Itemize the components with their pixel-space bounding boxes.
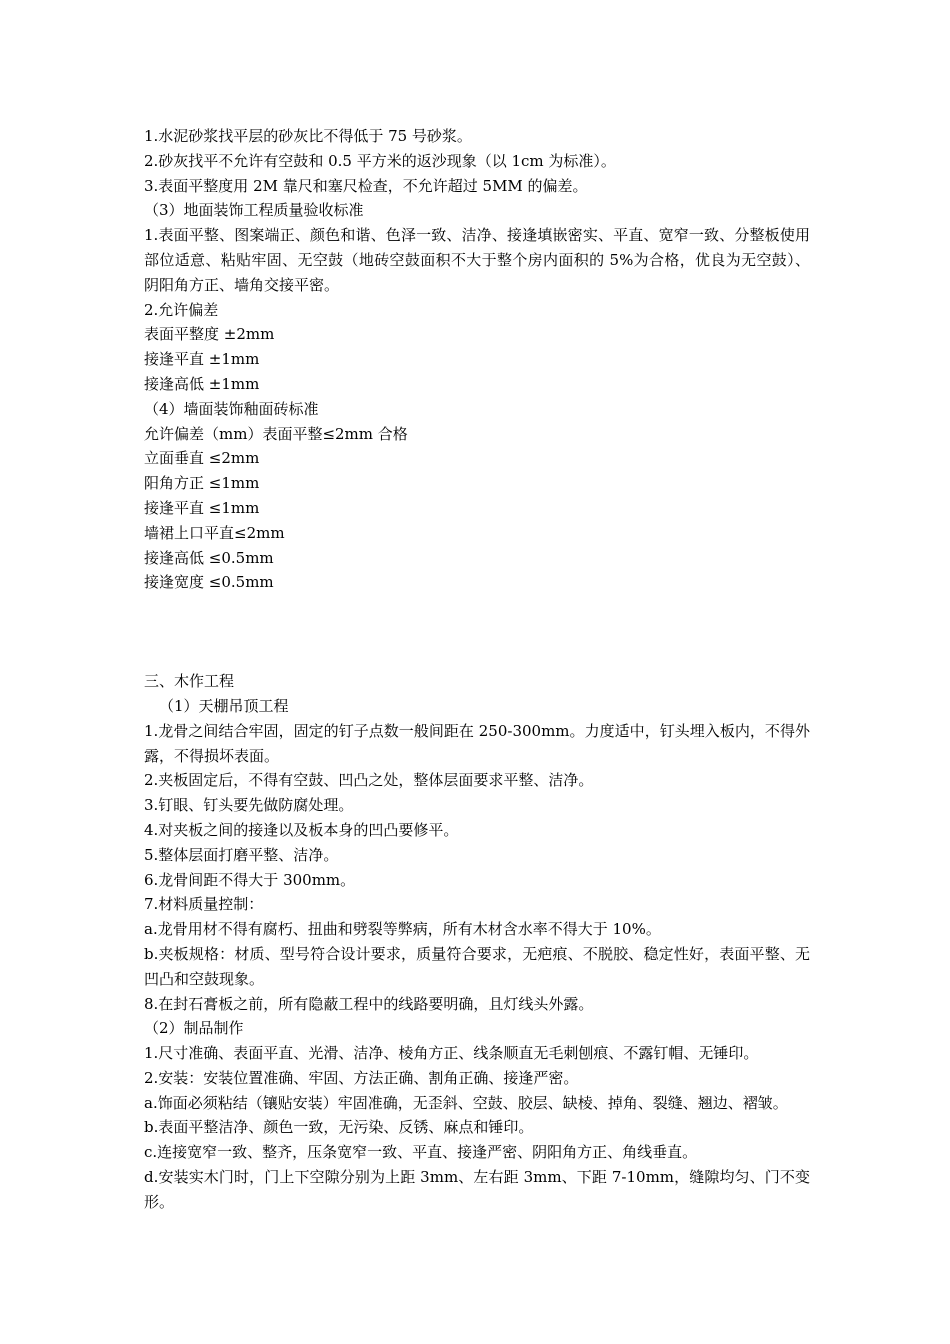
wall-tile-line-2: 立面垂直 ≤2mm: [144, 449, 260, 468]
products-item-2d: d.安装实木门时，门上下空隙分别为上距 3mm、左右距 3mm、下距 7-10mm，缝隙均匀、门不变形。: [144, 1168, 810, 1211]
wall-tile-heading: （4）墙面装饰釉面砖标准: [144, 399, 319, 418]
ceiling-item-3: 3.钉眼、钉头要先做防腐处理。: [144, 796, 354, 815]
wall-tile-line-3: 阳角方正 ≤1mm: [144, 474, 260, 493]
wall-tile-line-6: 接逢高低 ≤0.5mm: [144, 548, 274, 567]
products-item-2: 2.安装：安装位置准确、牢固、方法正确、割角正确、接逢严密。: [144, 1068, 579, 1087]
floor-tolerance-2: 接逢平直 ±1mm: [144, 350, 260, 369]
products-heading: （2）制品制作: [144, 1019, 244, 1038]
document-page: [144, 124, 810, 1215]
products-item-2c: c.连接宽窄一致、整齐，压条宽窄一致、平直、接逢严密、阴阳角方正、角线垂直。: [144, 1143, 698, 1162]
floor-standard-item-2: 2.允许偏差: [144, 300, 219, 319]
products-item-2a: a.饰面必须粘结（镶贴安装）牢固准确，无歪斜、空鼓、胶层、缺棱、掉角、裂缝、翘边、褶皱。: [144, 1093, 788, 1112]
ceiling-item-1: 1.龙骨之间结合牢固，固定的钉子点数一般间距在 250-300mm。力度适中，钉头埋入板内，不得外露，不得损坏表面。: [144, 721, 810, 765]
ceiling-item-2: 2.夹板固定后，不得有空鼓、凹凸之处，整体层面要求平整、洁净。: [144, 771, 594, 790]
floor-tolerance-3: 接逢高低 ±1mm: [144, 374, 260, 393]
floor-standard-item-1: 1.表面平整、图案端正、颜色和谐、色泽一致、洁净、接逢填嵌密实、平直、宽窄一致、分整板使用部位适意、粘贴牢固、无空鼓（地砖空鼓面积不大于整个房内面积的 5%为合格，优良为无空鼓）、阴阳角方正、墙角交接平密。: [144, 226, 810, 294]
products-item-2b: b.表面平整洁净、颜色一致，无污染、反锈、麻点和锤印。: [144, 1118, 534, 1137]
screed-requirement-1: 1.水泥砂浆找平层的砂灰比不得低于 75 号砂浆。: [144, 127, 472, 145]
ceiling-item-5: 5.整体层面打磨平整、洁净。: [144, 845, 339, 864]
woodwork-section-title: 三、木作工程: [144, 672, 235, 691]
ceiling-heading: （1）天棚吊顶工程: [159, 696, 289, 715]
ceiling-item-6: 6.龙骨间距不得大于 300mm。: [144, 870, 356, 889]
wall-tile-line-1: 允许偏差（mm）表面平整≤2mm 合格: [144, 424, 408, 443]
ceiling-item-7: 7.材料质量控制：: [144, 895, 264, 914]
screed-requirement-3: 3.表面平整度用 2M 靠尺和塞尺检查，不允许超过 5MM 的偏差。: [144, 176, 588, 195]
wall-tile-line-7: 接逢宽度 ≤0.5mm: [144, 573, 274, 592]
screed-requirement-2: 2.砂灰找平不允许有空鼓和 0.5 平方米的返沙现象（以 1cm 为标准）。: [144, 151, 616, 170]
section-gap: [144, 595, 810, 669]
ceiling-item-7a: a.龙骨用材不得有腐朽、扭曲和劈裂等弊病，所有木材含水率不得大于 10%。: [144, 920, 661, 939]
ceiling-item-7b: b.夹板规格：材质、型号符合设计要求，质量符合要求，无疤痕、不脱胶、稳定性好，表面平整、无凹凸和空鼓现象。: [144, 944, 810, 988]
products-item-1: 1.尺寸准确、表面平直、光滑、洁净、棱角方正、线条顺直无毛刺刨痕、不露钉帽、无锤印。: [144, 1044, 759, 1063]
ceiling-item-8: 8.在封石膏板之前，所有隐蔽工程中的线路要明确，且灯线头外露。: [144, 994, 594, 1013]
floor-tolerance-1: 表面平整度 ±2mm: [144, 325, 275, 344]
ceiling-item-4: 4.对夹板之间的接逢以及板本身的凹凸要修平。: [144, 820, 459, 839]
wall-tile-line-4: 接逢平直 ≤1mm: [144, 498, 260, 517]
floor-standard-heading: （3）地面装饰工程质量验收标准: [144, 201, 364, 220]
wall-tile-line-5: 墙裙上口平直≤2mm: [144, 523, 285, 542]
